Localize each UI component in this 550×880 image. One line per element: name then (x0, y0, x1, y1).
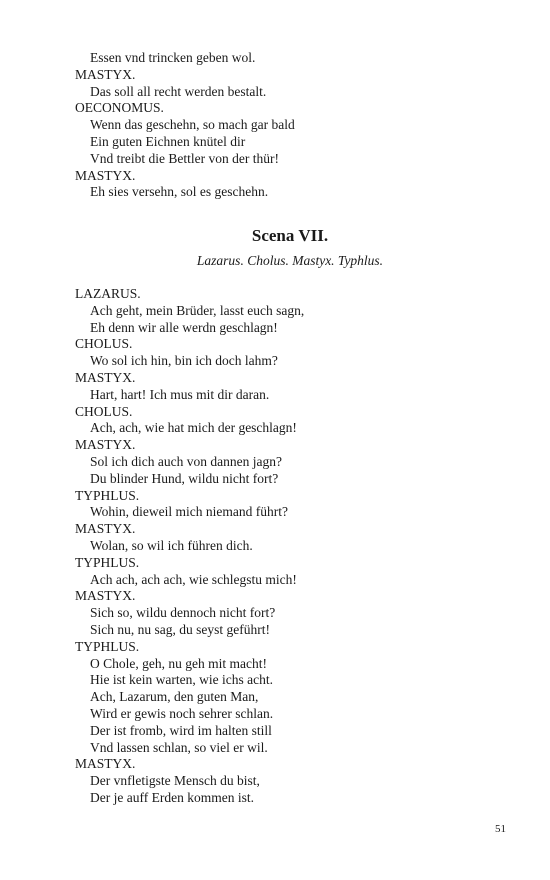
verse-line: Ein guten Eichnen knütel dir (90, 133, 246, 149)
speaker-name: MASTYX. (75, 66, 136, 82)
page-number: 51 (495, 823, 506, 835)
verse-line: O Chole, geh, nu geh mit macht! (90, 655, 267, 671)
verse-line: Eh sies versehn, sol es geschehn. (90, 184, 269, 200)
verse-line: Vnd treibt die Bettler von der thür! (90, 150, 279, 166)
speaker-name: MASTYX. (75, 588, 136, 604)
speaker-name: CHOLUS. (75, 336, 133, 352)
verse-line: Wo sol ich hin, bin ich doch lahm? (90, 353, 278, 369)
verse-line: Hie ist kein warten, wie ichs acht. (90, 672, 273, 688)
speaker-name: TYPHLUS. (75, 638, 140, 654)
verse-line: Ach, ach, wie hat mich der geschlagn! (90, 420, 297, 436)
speaker-name: MASTYX. (75, 521, 136, 537)
text-block-main (75, 286, 495, 807)
verse-line: Essen vnd trincken geben wol. (90, 50, 256, 65)
speaker-name: CHOLUS. (75, 403, 133, 419)
verse-line: Wolan, so wil ich führen dich. (90, 537, 253, 553)
verse-line: Eh denn wir alle werdn geschlagn! (90, 319, 278, 335)
verse-line: Ach, Lazarum, den guten Man, (90, 689, 259, 705)
verse-line: Der je auff Erden kommen ist. (90, 789, 254, 805)
verse-line: Wohin, dieweil mich niemand führt? (90, 504, 288, 520)
speaker-name: MASTYX. (75, 756, 136, 772)
speaker-name: MASTYX. (75, 167, 136, 183)
verse-line: Wenn das geschehn, so mach gar bald (90, 117, 295, 133)
speaker-name: OECONOMUS. (75, 100, 164, 116)
verse-line: Sol ich dich auch von dannen jagn? (90, 453, 282, 469)
verse-line: Vnd lassen schlan, so viel er wil. (90, 739, 268, 755)
verse-line: Hart, hart! Ich mus mit dir daran. (90, 386, 270, 402)
speaker-name: TYPHLUS. (75, 554, 140, 570)
verse-line: Du blinder Hund, wildu nicht fort? (90, 470, 279, 486)
speaker-name: LAZARUS. (75, 286, 141, 301)
verse-line: Wird er gewis noch sehrer schlan. (90, 705, 274, 721)
verse-line: Sich so, wildu dennoch nicht fort? (90, 605, 276, 621)
verse-line: Der vnfletigste Mensch du bist, (90, 773, 260, 789)
speaker-name: MASTYX. (75, 369, 136, 385)
text-block-top (75, 50, 495, 201)
speaker-name: MASTYX. (75, 437, 136, 453)
verse-line: Sich nu, nu sag, du seyst geführt! (90, 621, 270, 637)
scene-cast-list: Lazarus. Cholus. Mastyx. Typhlus. (196, 253, 384, 268)
scene-heading: Scena VII. (251, 226, 329, 245)
verse-line: Der ist fromb, wird im halten still (90, 722, 272, 738)
speaker-name: TYPHLUS. (75, 487, 140, 503)
verse-line: Das soll all recht werden bestalt. (90, 83, 267, 99)
verse-line: Ach geht, mein Brüder, lasst euch sagn, (90, 302, 305, 318)
verse-line: Ach ach, ach ach, wie schlegstu mich! (90, 571, 297, 587)
